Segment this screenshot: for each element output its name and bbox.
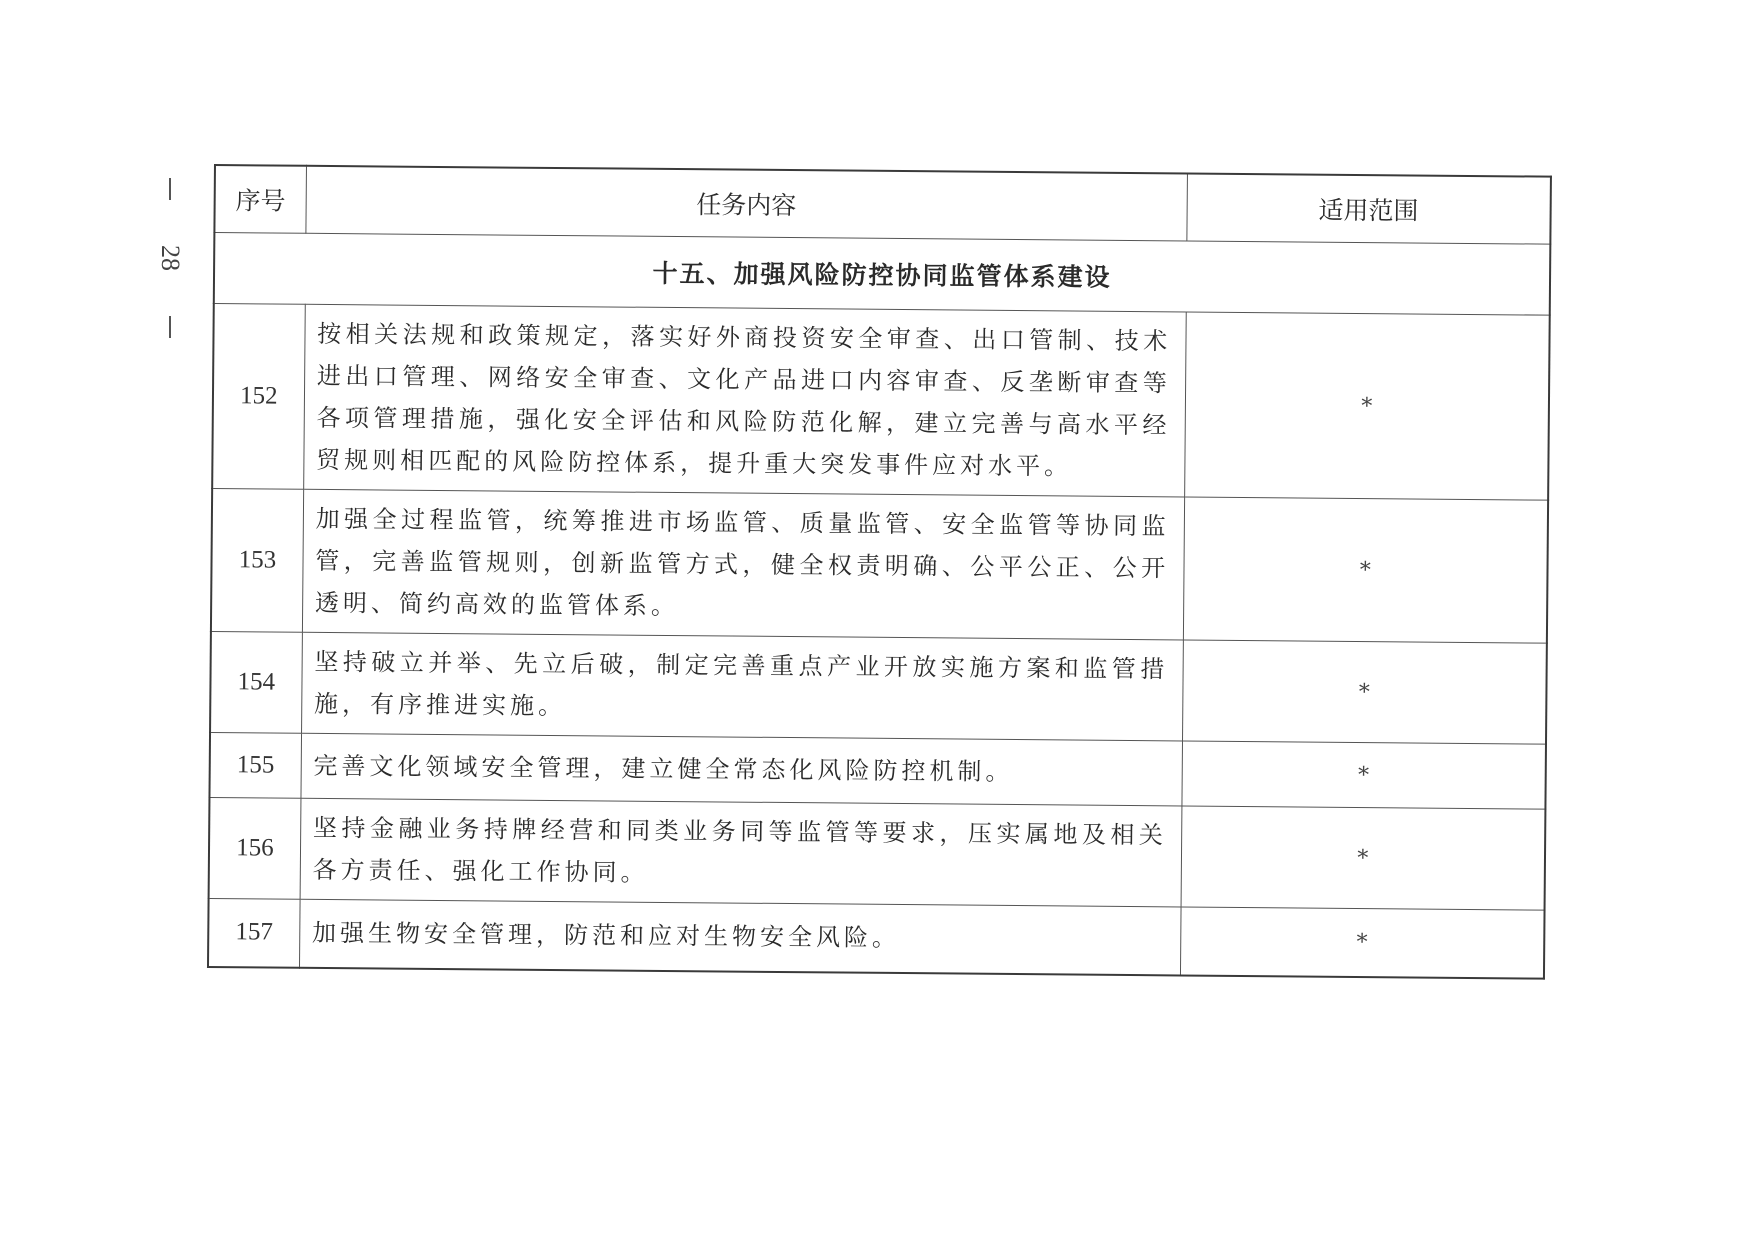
row-scope: *	[1182, 640, 1547, 744]
section-title: 十五、加强风险防控协同监管体系建设	[214, 233, 1551, 316]
row-seq: 157	[208, 898, 300, 967]
header-seq: 序号	[214, 165, 306, 233]
row-scope: *	[1181, 806, 1546, 910]
page-number-dash-bottom	[169, 316, 171, 338]
row-seq: 154	[210, 631, 302, 733]
row-seq: 155	[209, 732, 301, 798]
row-scope: *	[1180, 907, 1544, 978]
row-task: 加强全过程监管，统筹推进市场监管、质量监管、安全监管等协同监管，完善监管规则，创新监管方式，健全权责明确、公平公正、公开透明、简约高效的监管体系。	[302, 489, 1184, 640]
task-table	[207, 164, 1552, 979]
table-header-row	[214, 165, 1551, 244]
row-scope: *	[1184, 312, 1549, 500]
table-row	[208, 898, 1545, 978]
table-row	[210, 631, 1547, 744]
page-number	[150, 178, 190, 338]
row-task: 加强生物安全管理，防范和应对生物安全风险。	[299, 899, 1181, 975]
row-task: 坚持金融业务持牌经营和同类业务同等监管等要求，压实属地及相关各方责任、强化工作协同。	[300, 798, 1182, 907]
row-seq: 152	[212, 304, 305, 490]
row-task: 坚持破立并举、先立后破，制定完善重点产业开放实施方案和监管措施，有序推进实施。	[301, 632, 1183, 741]
row-task: 完善文化领域安全管理，建立健全常态化风险防控机制。	[301, 733, 1182, 806]
page-number-text: 28	[156, 245, 185, 271]
row-seq: 153	[211, 488, 303, 632]
table-row	[209, 732, 1546, 809]
table-row	[212, 304, 1550, 501]
header-scope: 适用范围	[1187, 173, 1551, 244]
table-row	[209, 797, 1546, 910]
section-row	[214, 233, 1551, 316]
page-number-dash-top	[169, 178, 171, 200]
row-scope: *	[1183, 497, 1548, 643]
header-task: 任务内容	[306, 166, 1188, 241]
row-task: 按相关法规和政策规定，落实好外商投资安全审查、出口管制、技术进出口管理、网络安全审查、文化产品进口内容审查、反垄断审查等各项管理措施，强化安全评估和风险防范化解，建立完善与高水平经贸规则相匹配的风险防控体系，提升重大突发事件应对水平。	[303, 304, 1186, 497]
table-row	[211, 488, 1548, 643]
row-scope: *	[1182, 741, 1546, 809]
row-seq: 156	[209, 797, 301, 899]
